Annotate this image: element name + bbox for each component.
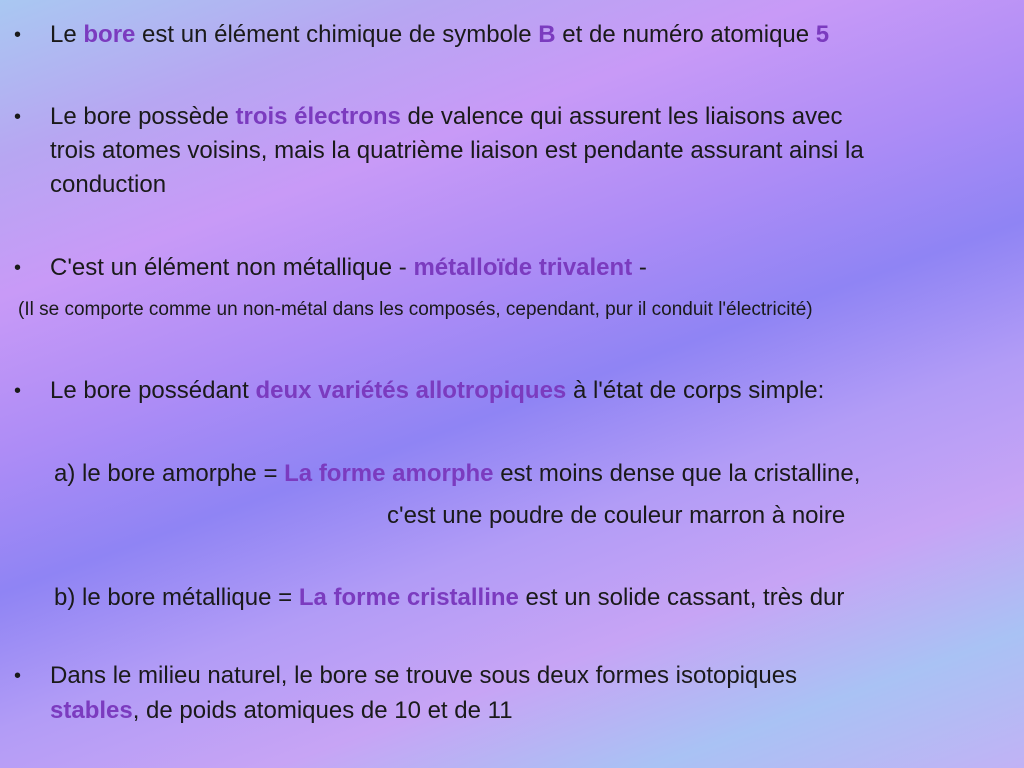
paragraph-3-note: (Il se comporte comme un non-métal dans les composés, cependant, pur il conduit l'électricité) <box>18 299 813 320</box>
text: est un solide cassant, très dur <box>518 584 845 611</box>
paragraph-4 <box>50 374 824 408</box>
variety-a-line-1 <box>54 457 860 491</box>
paragraph-5-line-2 <box>50 694 513 728</box>
variety-b <box>54 581 844 615</box>
bullet-icon: • <box>14 665 22 687</box>
bullet-icon: • <box>14 380 22 402</box>
bullet-icon: • <box>14 24 22 46</box>
highlight-text: stables <box>50 697 133 724</box>
highlight-text: La forme amorphe <box>284 460 494 487</box>
variety-a-line-2: c'est une poudre de couleur marron à noire <box>387 502 846 529</box>
text: est un élément chimique de symbole <box>135 21 539 48</box>
highlight-text: bore <box>83 21 136 48</box>
highlight-text: métalloïde trivalent <box>413 254 633 281</box>
paragraph-5-line-1: Dans le milieu naturel, le bore se trouve sous deux formes isotopiques <box>50 662 798 689</box>
highlight-text: B <box>538 21 556 48</box>
text: Le bore possède <box>50 103 236 130</box>
text: C'est un élément non métallique - <box>50 254 414 281</box>
bullet-icon: • <box>14 106 22 128</box>
text: et de numéro atomique <box>555 21 816 48</box>
paragraph-1 <box>50 18 829 52</box>
text: , de poids atomiques de 10 et de 11 <box>132 697 513 724</box>
highlight-text: 5 <box>815 21 830 48</box>
text: Le bore possédant <box>50 377 256 404</box>
text: Le <box>50 21 84 48</box>
text: à l'état de corps simple: <box>566 377 825 404</box>
text: b) le bore métallique = <box>54 584 299 611</box>
bullet-icon: • <box>14 257 22 279</box>
paragraph-2-line-2: trois atomes voisins, mais la quatrième liaison est pendante assurant ainsi la <box>50 137 864 164</box>
paragraph-2-line-3: conduction <box>50 171 167 198</box>
highlight-text: deux variétés allotropiques <box>255 377 567 404</box>
text: est moins dense que la cristalline, <box>493 460 861 487</box>
highlight-text: La forme cristalline <box>298 584 519 611</box>
text: de valence qui assurent les liaisons avec <box>400 103 843 130</box>
paragraph-3 <box>50 251 647 285</box>
paragraph-2-line-1 <box>50 100 842 134</box>
text: - <box>632 254 647 281</box>
highlight-text: trois électrons <box>235 103 401 130</box>
text: a) le bore amorphe = <box>54 460 285 487</box>
